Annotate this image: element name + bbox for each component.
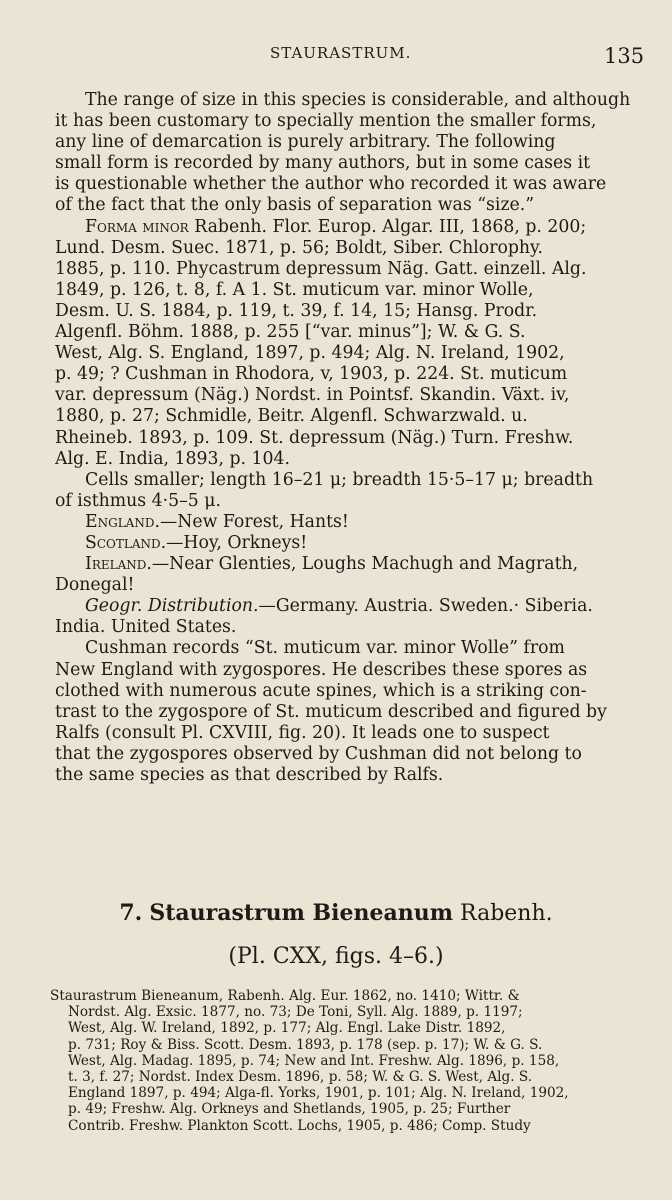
text-line: clothed with numerous acute spines, which is a striking con- (55, 680, 587, 701)
reference-line: England 1897, p. 494; Alga-fl. Yorks, 1901, p. 101; Alg. N. Ireland, 1902, (68, 1085, 569, 1102)
page-number: 135 (604, 44, 645, 68)
body-text (55, 90, 641, 786)
text-line: Forma minor Rabenh. Flor. Europ. Algar. III, 1868, p. 200; (85, 216, 587, 237)
text-line: of isthmus 4·5–5 μ. (55, 490, 221, 511)
locality-ireland: Ireland.—Near Glenties, Loughs Machugh and Magrath, (85, 554, 579, 575)
reference-line: t. 3, f. 27; Nordst. Index Desm. 1896, p. 58; W. & G. S. West, Alg. S. (68, 1069, 533, 1086)
locality-scotland: Scotland.—Hoy, Orkneys! (85, 532, 308, 553)
reference-line: West, Alg. Madag. 1895, p. 74; New and Int. Freshw. Alg. 1896, p. 158, (68, 1052, 560, 1069)
text-line: Rheineb. 1893, p. 109. St. depressum (Näg.) Turn. Freshw. (55, 427, 574, 448)
locality-england: England.—New Forest, Hants! (85, 511, 349, 532)
text-line: Desm. U. S. 1884, p. 119, t. 39, f. 14, 15; Hansg. Prodr. (55, 300, 538, 321)
text-line: any line of demarcation is purely arbitrary. The following (55, 132, 556, 153)
running-head: STAURASTRUM. (270, 44, 412, 62)
references (50, 988, 642, 1134)
text-line: is questionable whether the author who recorded it was aware (55, 174, 607, 195)
text-line: Algenfl. Böhm. 1888, p. 255 [“var. minus”]; W. & G. S. (55, 322, 526, 343)
text-line: small form is recorded by many authors, but in some cases it (55, 153, 591, 174)
text-line: West, Alg. S. England, 1897, p. 494; Alg. N. Ireland, 1902, (55, 343, 565, 364)
text-line: 1849, p. 126, t. 8, f. A 1. St. muticum var. minor Wolle, (55, 279, 534, 300)
text-line: p. 49; ? Cushman in Rhodora, v, 1903, p. 224. St. muticum (55, 364, 568, 385)
text-line: New England with zygospores. He describes these spores as (55, 659, 588, 680)
species-number: 7. (119, 900, 143, 926)
text-line: Donegal! (55, 575, 135, 596)
text-line: The range of size in this species is considerable, and although (85, 90, 631, 110)
reference-line: West, Alg. W. Ireland, 1892, p. 177; Alg. Engl. Lake Distr. 1892, (68, 1020, 506, 1037)
reference-line: p. 49; Freshw. Alg. Orkneys and Shetlands, 1905, p. 25; Further (68, 1101, 511, 1118)
text-line: India. United States. (55, 617, 237, 638)
text-line: of the fact that the only basis of separation was “size.” (55, 195, 535, 216)
text-line: that the zygospores observed by Cushman did not belong to (55, 743, 582, 764)
text-line: Cushman records “St. muticum var. minor Wolle” from (85, 638, 565, 659)
text-line: Lund. Desm. Suec. 1871, p. 56; Boldt, Siber. Chlorophy. (55, 237, 544, 258)
reference-line: Staurastrum Bieneanum, Rabenh. Alg. Eur. 1862, no. 1410; Wittr. & (50, 988, 520, 1004)
species-heading (0, 900, 672, 926)
species-author: Rabenh. (460, 901, 553, 926)
text-line: var. depressum (Näg.) Nordst. in Pointsf. Skandin. Växt. iv, (55, 385, 570, 406)
reference-line: Contrib. Freshw. Plankton Scott. Lochs, 1905, p. 486; Comp. Study (68, 1117, 531, 1134)
text-line: Alg. E. India, 1893, p. 104. (55, 448, 290, 469)
geogr-label: Geogr. Distribution. (85, 596, 259, 617)
paragraph-cushman (55, 638, 641, 786)
reference-line: p. 731; Roy & Biss. Scott. Desm. 1893, p. 178 (sep. p. 17); W. & G. S. (68, 1036, 543, 1053)
forma-label: Forma minor (85, 216, 189, 237)
text-line: Ralfs (consult Pl. CXVIII, fig. 20). It leads one to suspect (55, 722, 550, 743)
localities (55, 512, 641, 596)
text-line: trast to the zygospore of St. muticum described and figured by (55, 701, 607, 722)
species-name: Staurastrum Bieneanum (149, 900, 454, 926)
text-line: Cells smaller; length 16–21 μ; breadth 15·5–17 μ; breadth (85, 469, 594, 490)
text-line: it has been customary to specially mention the smaller forms, (55, 111, 597, 132)
paragraph-size-range (55, 90, 641, 217)
text-line: Geogr. Distribution.—Germany. Austria. Sweden.· Siberia. (85, 596, 593, 617)
reference-line: Nordst. Alg. Exsic. 1877, no. 73; De Toni, Syll. Alg. 1889, p. 1197; (68, 1004, 523, 1021)
plate-reference: (Pl. CXX, figs. 4–6.) (228, 944, 444, 969)
text-line: the same species as that described by Ralfs. (55, 765, 444, 785)
text-line: 1880, p. 27; Schmidle, Beitr. Algenfl. Schwarzwald. u. (55, 406, 528, 427)
text-line: 1885, p. 110. Phycastrum depressum Näg. Gatt. einzell. Alg. (55, 258, 587, 279)
forma-minor-synonymy (55, 217, 641, 470)
geographical-distribution (55, 596, 641, 638)
cell-measurements (55, 470, 641, 512)
